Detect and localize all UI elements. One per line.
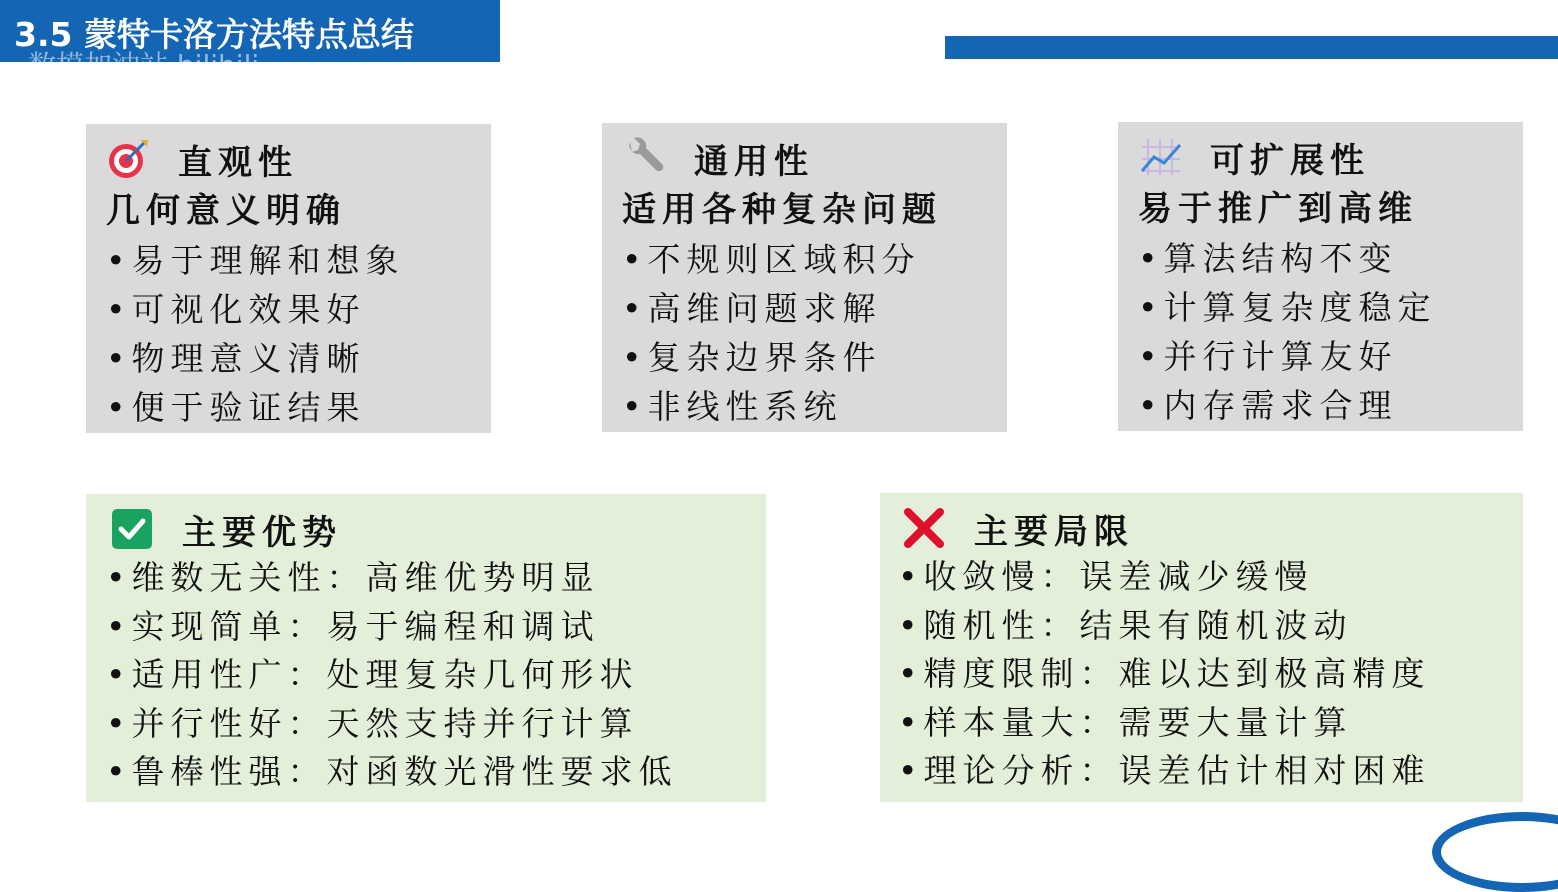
list-item: •物理意义清晰	[106, 339, 366, 378]
title-bar	[0, 0, 500, 82]
list-item: •复杂边界条件	[622, 338, 882, 377]
card-intuitive	[86, 124, 491, 433]
card-advantages	[86, 494, 766, 802]
wrench-icon	[622, 136, 666, 180]
card-title: 可扩展性	[1210, 140, 1370, 181]
list-item: •算法结构不变	[1138, 239, 1398, 278]
list-item: •可视化效果好	[106, 290, 366, 329]
list-item: •便于验证结果	[106, 388, 366, 427]
card-subtitle: 适用各种复杂问题	[622, 190, 942, 230]
list-item: •内存需求合理	[1138, 386, 1398, 425]
list-item: •适用性广：处理复杂几何形状	[106, 655, 639, 694]
card-subtitle: 几何意义明确	[106, 191, 346, 231]
card-title: 通用性	[694, 141, 814, 182]
list-item: •样本量大：需要大量计算	[898, 702, 1353, 742]
check-icon	[110, 507, 154, 551]
target-icon	[106, 137, 150, 181]
card-scalable	[1118, 122, 1523, 431]
chart-icon	[1138, 135, 1182, 179]
page-title: 3.5 蒙特卡洛方法特点总结	[14, 15, 414, 54]
list-item: •维数无关性：高维优势明显	[106, 558, 600, 597]
card-scalable-header	[1138, 132, 1523, 182]
corner-logo	[1432, 812, 1558, 892]
list-item: •高维问题求解	[622, 289, 882, 328]
list-item: •不规则区域积分	[622, 240, 921, 279]
list-item: •理论分析：误差估计相对困难	[898, 751, 1431, 790]
list-item: •收敛慢：误差减少缓慢	[898, 557, 1314, 596]
list-item: •并行计算友好	[1138, 337, 1398, 376]
card-title: 直观性	[178, 142, 298, 183]
card-subtitle: 易于推广到高维	[1138, 189, 1418, 229]
card-limitations	[880, 493, 1523, 802]
watermark: 数模加油站 bilibili	[28, 49, 260, 82]
list-item: •实现简单：易于编程和调试	[106, 606, 600, 646]
accent-bar	[945, 36, 1558, 59]
card-intuitive-header	[106, 134, 491, 184]
card-general	[602, 123, 1007, 432]
list-item: •计算复杂度稳定	[1138, 288, 1437, 327]
cross-icon	[902, 506, 946, 550]
list-item: •非线性系统	[622, 387, 843, 426]
card-advantages-header	[106, 504, 766, 554]
list-item: •随机性：结果有随机波动	[898, 605, 1353, 645]
list-item: •易于理解和想象	[106, 241, 405, 280]
list-item: •并行性好：天然支持并行计算	[106, 703, 639, 743]
card-title: 主要优势	[182, 512, 342, 553]
card-limitations-header	[898, 503, 1523, 553]
list-item: •鲁棒性强：对函数光滑性要求低	[106, 752, 678, 791]
card-general-header	[622, 133, 1007, 183]
card-title: 主要局限	[974, 511, 1134, 552]
list-item: •精度限制：难以达到极高精度	[898, 654, 1431, 693]
